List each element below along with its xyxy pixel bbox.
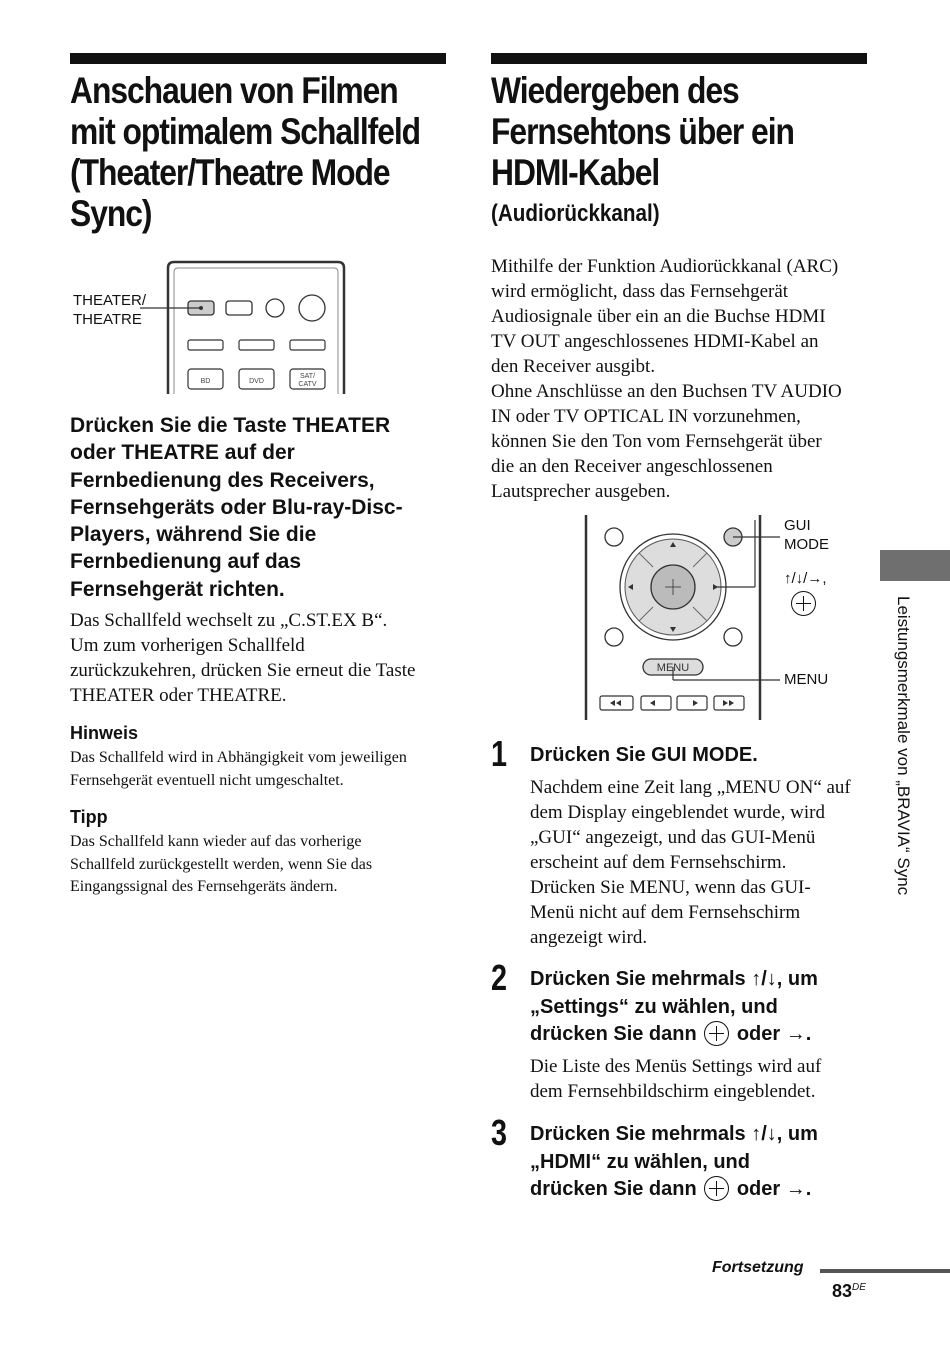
step-2-line: Die Liste des Menüs Settings wird auf: [530, 1056, 822, 1077]
step-2-line: dem Fernsehbildschirm eingeblendet.: [530, 1081, 816, 1102]
step-1-title: Drücken Sie GUI MODE.: [530, 744, 758, 766]
remote-navigation-illustration: [580, 515, 780, 720]
instruction-line: Players, während Sie die: [70, 523, 317, 547]
step-2-title-text: drücken Sie dann: [530, 1023, 697, 1045]
intro-line: IN oder TV OPTICAL IN vorzunehmen,: [491, 406, 801, 427]
step-2-title: [530, 966, 875, 1049]
step-2-title-line: [530, 1021, 875, 1049]
result-line: THEATER oder THEATRE.: [70, 685, 287, 706]
page-number-value: 83: [832, 1281, 853, 1301]
note-heading: Hinweis: [70, 723, 139, 743]
result-line: Um zum vorherigen Schallfeld: [70, 635, 305, 656]
tip-line: Eingangssignal des Fernsehgeräts ändern.: [70, 878, 338, 895]
step-3-title-line: Drücken Sie mehrmals ↑/↓, um: [530, 1123, 818, 1145]
intro-text: [491, 254, 871, 504]
step-2-title-line: Drücken Sie mehrmals ↑/↓, um: [530, 968, 818, 990]
side-tab-marker: [880, 550, 950, 581]
step-1-line: „GUI“ angezeigt, und das GUI-Menü: [530, 827, 816, 848]
step-2-title-text: oder →.: [736, 1023, 812, 1045]
instruction-line: Fernsehgeräts oder Blu-ray-Disc-: [70, 495, 403, 519]
intro-line: Lautsprecher ausgeben.: [491, 481, 671, 502]
step-3-title-text: drücken Sie dann: [530, 1178, 697, 1200]
menu-label: MENU: [784, 671, 829, 688]
page-number: [832, 1281, 866, 1302]
left-title-line: (Theater/Theatre Mode: [70, 152, 390, 193]
step-3-title-line: [530, 1176, 875, 1204]
step-1-line: dem Display eingeblendet wurde, wird: [530, 802, 825, 823]
side-tab-text: Leistungsmerkmale von „BRAVIA“ Sync: [894, 596, 913, 896]
left-title-bar: [70, 53, 446, 64]
enter-icon: [791, 591, 816, 616]
right-title-bar: [491, 53, 867, 64]
left-title: [70, 70, 420, 234]
right-title-line: Fernsehtons über ein: [491, 111, 794, 152]
right-subtitle: (Audiorückkanal): [491, 200, 660, 227]
result-line: Das Schallfeld wechselt zu „C.ST.EX B“.: [70, 610, 388, 631]
gui-mode-label-line: GUI: [784, 517, 811, 534]
note-line: Das Schallfeld wird in Abhängigkeit vom jeweiligen: [70, 749, 407, 766]
enter-icon: [704, 1021, 729, 1046]
note-text: [70, 747, 460, 792]
right-title-line: Wiedergeben des: [491, 70, 739, 111]
intro-line: wird ermöglicht, dass das Fernsehgerät: [491, 281, 789, 302]
continuation-bar: [820, 1269, 950, 1273]
step-1-line: erscheint auf dem Fernsehschirm.: [530, 852, 787, 873]
instruction-line: Fernbedienung auf das: [70, 550, 302, 574]
remote-theater-illustration: [140, 258, 355, 394]
intro-line: TV OUT angeschlossenes HDMI-Kabel an: [491, 331, 819, 352]
gui-mode-label: [784, 516, 829, 554]
tip-line: Schallfeld zurückgestellt werden, wenn Sie das: [70, 855, 373, 873]
right-title-line: HDMI-Kabel: [491, 152, 660, 193]
continuation-label: Fortsetzung: [712, 1259, 804, 1276]
left-title-line: mit optimalem Schallfeld: [70, 111, 421, 152]
intro-line: Ohne Anschlüsse an den Buchsen TV AUDIO: [491, 381, 842, 402]
step-1-line: angezeigt wird.: [530, 927, 648, 948]
dvd-button-label: DVD: [249, 378, 264, 385]
arrows-label: ↑/↓/→,: [784, 570, 827, 587]
step-3-title: [530, 1121, 875, 1204]
theater-label-line: THEATER/: [73, 292, 147, 309]
menu-button-label: MENU: [656, 662, 690, 674]
theater-button-label: [73, 291, 146, 329]
step-1-line: Nachdem eine Zeit lang „MENU ON“ auf: [530, 777, 851, 798]
tip-line: Das Schallfeld kann wieder auf das vorherige: [70, 833, 362, 850]
instruction-line: oder THEATRE auf der: [70, 441, 295, 465]
gui-mode-label-line: MODE: [784, 536, 829, 553]
right-title: [491, 70, 794, 193]
step-1-line: Menü nicht auf dem Fernsehschirm: [530, 902, 801, 923]
result-line: zurückzukehren, drücken Sie erneut die Taste: [70, 660, 416, 681]
page-suffix: DE: [852, 1282, 866, 1293]
tip-heading: Tipp: [70, 807, 108, 827]
instruction: [70, 412, 460, 603]
tip-text: [70, 831, 460, 899]
step-2-text: [530, 1054, 875, 1104]
step-2-number: 2: [491, 957, 508, 998]
step-3-number: 3: [491, 1112, 508, 1153]
step-1-text: [530, 775, 875, 950]
catv-button-label: CATV: [298, 381, 317, 388]
step-2-title-line: „Settings“ zu wählen, und: [530, 995, 778, 1018]
bd-button-label: BD: [200, 378, 211, 385]
instruction-line: Fernbedienung des Receivers,: [70, 468, 375, 492]
left-title-line: Anschauen von Filmen: [70, 70, 398, 111]
step-1-line: Drücken Sie MENU, wenn das GUI-: [530, 877, 811, 898]
left-title-line: Sync): [70, 193, 152, 234]
step-3-title-line: „HDMI“ zu wählen, und: [530, 1150, 750, 1173]
result-text: [70, 608, 460, 708]
theater-label-line: THEATRE: [73, 311, 142, 328]
intro-line: Mithilfe der Funktion Audiorückkanal (ARC): [491, 256, 839, 277]
intro-line: können Sie den Ton vom Fernsehgerät über: [491, 431, 822, 452]
intro-line: den Receiver ausgibt.: [491, 356, 656, 377]
intro-line: Audiosignale über ein an die Buchse HDMI: [491, 306, 826, 327]
step-1-number: 1: [491, 733, 508, 774]
step-3-title-text: oder →.: [736, 1178, 812, 1200]
enter-icon: [704, 1176, 729, 1201]
note-line: Fernsehgerät eventuell nicht umgeschaltet.: [70, 771, 344, 789]
intro-line: die an den Receiver angeschlossenen: [491, 456, 773, 477]
sat-button-label: SAT/: [299, 373, 316, 380]
instruction-line: Fernsehgerät richten.: [70, 577, 285, 601]
instruction-line: Drücken Sie die Taste THEATER: [70, 414, 391, 437]
